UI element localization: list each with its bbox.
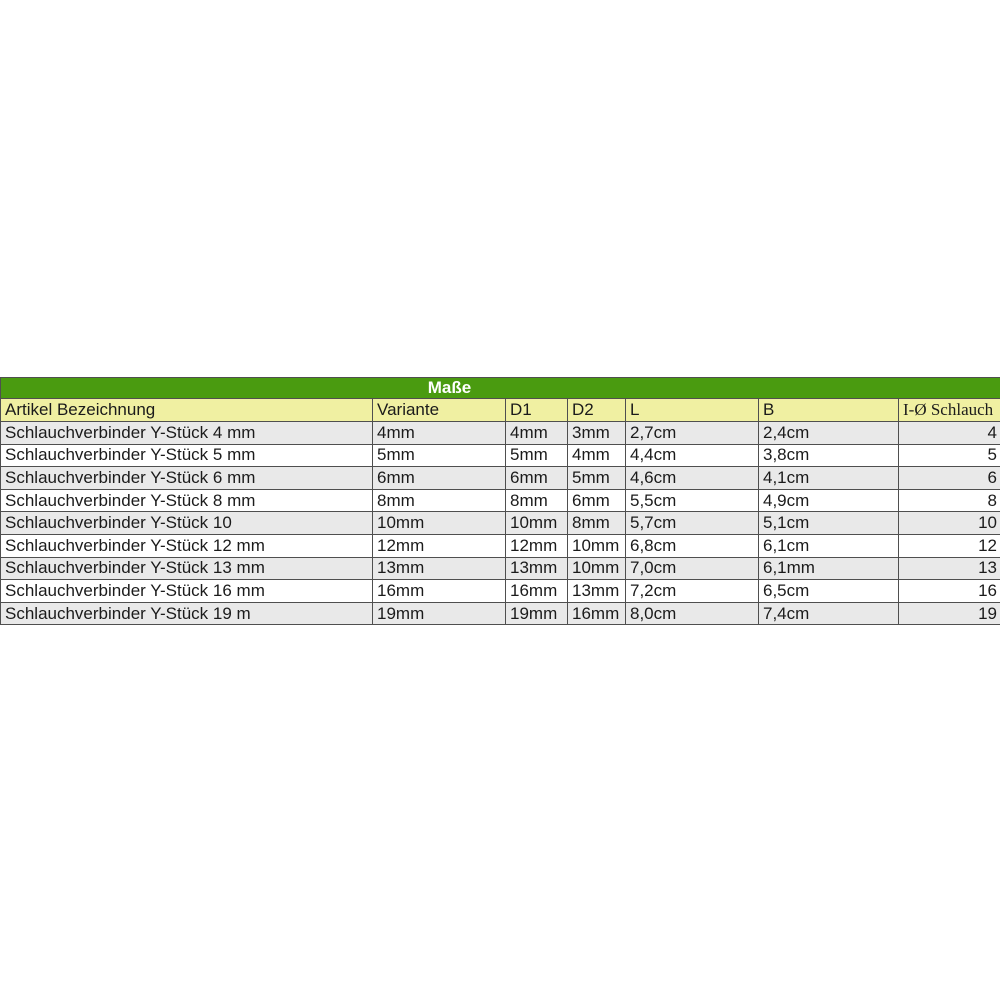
table-row [1, 489, 1000, 512]
cell-l: 7,0cm [626, 557, 759, 580]
cell-variante: 6mm [373, 467, 506, 490]
table-row [1, 534, 1000, 557]
cell-l: 4,4cm [626, 444, 759, 467]
cell-b: 6,1cm [759, 534, 899, 557]
table-row [1, 422, 1000, 445]
cell-artikel: Schlauchverbinder Y-Stück 16 mm [1, 580, 373, 603]
cell-d1: 6mm [506, 467, 568, 490]
table-row [1, 557, 1000, 580]
cell-schlauch: 4 [899, 422, 1000, 445]
cell-variante: 16mm [373, 580, 506, 603]
col-header-d2: D2 [568, 399, 626, 422]
col-header-b: B [759, 399, 899, 422]
table-title-cell [1, 378, 1000, 399]
cell-l: 2,7cm [626, 422, 759, 445]
cell-l: 5,5cm [626, 489, 759, 512]
col-header-variante: Variante [373, 399, 506, 422]
table-title: Maße [427, 378, 472, 397]
cell-schlauch: 5 [899, 444, 1000, 467]
cell-variante: 19mm [373, 602, 506, 625]
cell-schlauch: 8 [899, 489, 1000, 512]
cell-schlauch: 10 [899, 512, 1000, 535]
cell-b: 7,4cm [759, 602, 899, 625]
cell-schlauch: 19 [899, 602, 1000, 625]
cell-l: 8,0cm [626, 602, 759, 625]
cell-d2: 8mm [568, 512, 626, 535]
cell-l: 5,7cm [626, 512, 759, 535]
cell-d2: 10mm [568, 557, 626, 580]
cell-d1: 4mm [506, 422, 568, 445]
cell-artikel: Schlauchverbinder Y-Stück 6 mm [1, 467, 373, 490]
cell-d2: 4mm [568, 444, 626, 467]
cell-schlauch: 6 [899, 467, 1000, 490]
cell-schlauch: 12 [899, 534, 1000, 557]
cell-variante: 8mm [373, 489, 506, 512]
cell-d2: 5mm [568, 467, 626, 490]
cell-d1: 19mm [506, 602, 568, 625]
cell-artikel: Schlauchverbinder Y-Stück 13 mm [1, 557, 373, 580]
cell-artikel: Schlauchverbinder Y-Stück 10 [1, 512, 373, 535]
table-header-row [1, 399, 1000, 422]
cell-b: 4,9cm [759, 489, 899, 512]
cell-d2: 16mm [568, 602, 626, 625]
cell-b: 4,1cm [759, 467, 899, 490]
table-body [1, 422, 1000, 625]
cell-b: 3,8cm [759, 444, 899, 467]
col-header-i-schlauch: I-Ø Schlauch [899, 399, 1000, 422]
table-row [1, 512, 1000, 535]
cell-schlauch: 13 [899, 557, 1000, 580]
cell-artikel: Schlauchverbinder Y-Stück 19 m [1, 602, 373, 625]
cell-variante: 4mm [373, 422, 506, 445]
cell-variante: 13mm [373, 557, 506, 580]
cell-b: 5,1cm [759, 512, 899, 535]
cell-variante: 5mm [373, 444, 506, 467]
cell-schlauch: 16 [899, 580, 1000, 603]
cell-b: 6,5cm [759, 580, 899, 603]
table-row [1, 467, 1000, 490]
table-row [1, 602, 1000, 625]
cell-artikel: Schlauchverbinder Y-Stück 5 mm [1, 444, 373, 467]
col-header-l: L [626, 399, 759, 422]
cell-d1: 10mm [506, 512, 568, 535]
cell-d1: 5mm [506, 444, 568, 467]
cell-artikel: Schlauchverbinder Y-Stück 4 mm [1, 422, 373, 445]
cell-d1: 13mm [506, 557, 568, 580]
cell-artikel: Schlauchverbinder Y-Stück 12 mm [1, 534, 373, 557]
cell-l: 4,6cm [626, 467, 759, 490]
cell-artikel: Schlauchverbinder Y-Stück 8 mm [1, 489, 373, 512]
table-title-row [1, 378, 1000, 399]
cell-variante: 10mm [373, 512, 506, 535]
cell-l: 7,2cm [626, 580, 759, 603]
cell-d2: 10mm [568, 534, 626, 557]
cell-l: 6,8cm [626, 534, 759, 557]
table-row [1, 444, 1000, 467]
table-row [1, 580, 1000, 603]
cell-d2: 6mm [568, 489, 626, 512]
cell-d1: 8mm [506, 489, 568, 512]
col-header-d1: D1 [506, 399, 568, 422]
dimensions-table [0, 377, 1000, 625]
cell-d1: 16mm [506, 580, 568, 603]
cell-d2: 13mm [568, 580, 626, 603]
cell-d2: 3mm [568, 422, 626, 445]
cell-b: 2,4cm [759, 422, 899, 445]
col-header-artikel-bezeichnung: Artikel Bezeichnung [1, 399, 373, 422]
cell-d1: 12mm [506, 534, 568, 557]
cell-b: 6,1mm [759, 557, 899, 580]
cell-variante: 12mm [373, 534, 506, 557]
